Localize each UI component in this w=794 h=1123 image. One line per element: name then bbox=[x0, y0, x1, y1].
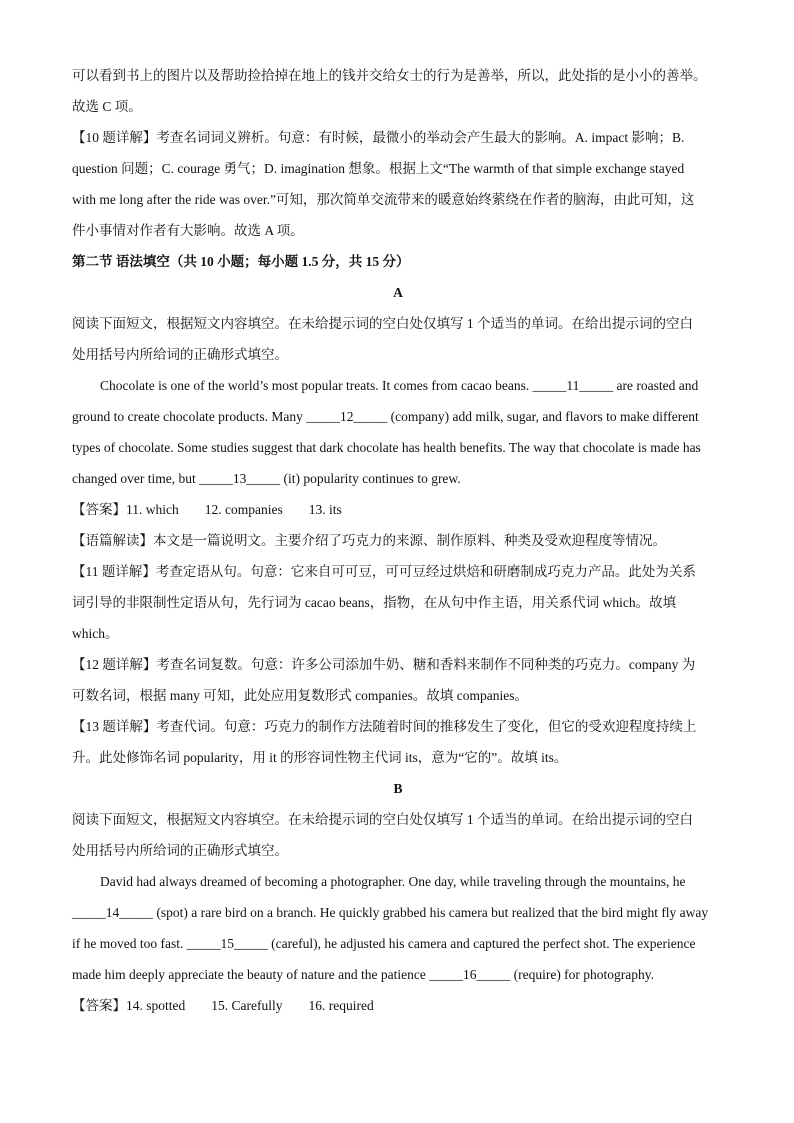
q12-explanation-line-2: 可数名词，根据 many 可知，此处应用复数形式 companies。故填 companies。 bbox=[72, 688, 528, 703]
q10-explanation-line-3: with me long after the ride was over.”可知，那次简单交流带来的暖意始终萦绕在作者的脑海，由此可知，这 bbox=[72, 192, 695, 207]
q10-explanation-line-1: 【10 题详解】考查名词词义辨析。句意：有时候，最微小的举动会产生最大的影响。A. impact 影响；B. bbox=[72, 130, 685, 145]
passage-text: (require) for photography. bbox=[510, 967, 655, 982]
part-a-answers bbox=[72, 494, 724, 525]
passage-text: (spot) a rare bird on a branch. He quickly grabbed his camera but realized that the bird might fly away bbox=[153, 905, 709, 920]
q12-explanation-line-1: 【12 题详解】考查名词复数。句意：许多公司添加牛奶、糖和香料来制作不同种类的巧克力。company 为 bbox=[72, 657, 696, 672]
answer-11: 11. which bbox=[126, 502, 179, 517]
passage-summary: 【语篇解读】本文是一篇说明文。主要介绍了巧克力的来源、制作原料、种类及受欢迎程度等情况。 bbox=[72, 533, 666, 548]
intro-line-2: 故选 C 项。 bbox=[72, 99, 142, 114]
passage-text: (company) add milk, sugar, and flavors to make different bbox=[387, 409, 699, 424]
intro-line-1: 可以看到书上的图片以及帮助捡拾掉在地上的钱并交给女士的行为是善举，所以，此处指的是小小的善举。 bbox=[72, 68, 707, 83]
q11-explanation-line-1: 【11 题详解】考查定语从句。句意：它来自可可豆，可可豆经过烘焙和研磨制成巧克力产品。此处为关系 bbox=[72, 564, 696, 579]
passage-text: if he moved too fast. bbox=[72, 936, 187, 951]
passage-b-line-1: David had always dreamed of becoming a photographer. One day, while traveling through the mountains, he bbox=[100, 874, 686, 889]
passage-b-line-3 bbox=[72, 928, 724, 959]
passage-text: Chocolate is one of the world’s most popular treats. It comes from cacao beans. bbox=[100, 378, 533, 393]
part-a-label: A bbox=[393, 285, 403, 300]
passage-a-line-1 bbox=[72, 370, 724, 401]
q10-explanation-line-4: 件小事情对作者有大影响。故选 A 项。 bbox=[72, 223, 304, 238]
passage-text: are roasted and bbox=[613, 378, 699, 393]
passage-text: changed over time, but bbox=[72, 471, 200, 486]
passage-text: ground to create chocolate products. Many bbox=[72, 409, 307, 424]
blank-11: _____11_____ bbox=[532, 378, 614, 393]
passage-b-line-4 bbox=[72, 959, 724, 990]
passage-text: (it) popularity continues to grew. bbox=[280, 471, 461, 486]
q13-explanation-line-2: 升。此处修饰名词 popularity，用 it 的形容词性物主代词 its，意为“它的”。故填 its。 bbox=[72, 750, 568, 765]
part-b-answers bbox=[72, 990, 724, 1021]
passage-a-line-3: types of chocolate. Some studies suggest that dark chocolate has health benefits. The way that chocolate is made has bbox=[72, 440, 701, 455]
q11-explanation-line-2: 词引导的非限制性定语从句，先行词为 cacao beans，指物，在从句中作主语，用关系代词 which。故填 bbox=[72, 595, 677, 610]
part-b-label: B bbox=[393, 781, 403, 796]
blank-16: _____16_____ bbox=[429, 967, 511, 982]
blank-14: _____14_____ bbox=[72, 905, 153, 920]
answer-label: 【答案】 bbox=[72, 998, 126, 1013]
part-a-instructions-1: 阅读下面短文，根据短文内容填空。在未给提示词的空白处仅填写 1 个适当的单词。在给出提示词的空白 bbox=[72, 316, 693, 331]
passage-text: (careful), he adjusted his camera and captured the perfect shot. The experience bbox=[267, 936, 696, 951]
part-b-instructions-2: 处用括号内所给词的正确形式填空。 bbox=[72, 843, 288, 858]
blank-13: _____13_____ bbox=[199, 471, 281, 486]
q11-explanation-line-3: which。 bbox=[72, 626, 119, 641]
document-page bbox=[72, 60, 724, 1021]
answer-15: 15. Carefully bbox=[211, 998, 283, 1013]
answer-16: 16. required bbox=[308, 998, 374, 1013]
answer-14: 14. spotted bbox=[126, 998, 186, 1013]
answer-13: 13. its bbox=[308, 502, 342, 517]
blank-15: _____15_____ bbox=[186, 936, 268, 951]
q13-explanation-line-1: 【13 题详解】考查代词。句意：巧克力的制作方法随着时间的推移发生了变化，但它的受欢迎程度持续上 bbox=[72, 719, 697, 734]
passage-a-line-2 bbox=[72, 401, 724, 432]
answer-label: 【答案】 bbox=[72, 502, 126, 517]
part-a-instructions-2: 处用括号内所给词的正确形式填空。 bbox=[72, 347, 288, 362]
q10-explanation-line-2: question 问题；C. courage 勇气；D. imagination 想象。根据上文“The warmth of that simple exchange stayed bbox=[72, 161, 685, 176]
answer-12: 12. companies bbox=[204, 502, 283, 517]
passage-text: made him deeply appreciate the beauty of nature and the patience bbox=[72, 967, 430, 982]
part-b-instructions-1: 阅读下面短文，根据短文内容填空。在未给提示词的空白处仅填写 1 个适当的单词。在给出提示词的空白 bbox=[72, 812, 693, 827]
section-title: 第二节 语法填空（共 10 小题；每小题 1.5 分，共 15 分） bbox=[72, 254, 410, 269]
passage-b-line-2 bbox=[72, 897, 724, 928]
passage-a-line-4 bbox=[72, 463, 724, 494]
blank-12: _____12_____ bbox=[306, 409, 388, 424]
